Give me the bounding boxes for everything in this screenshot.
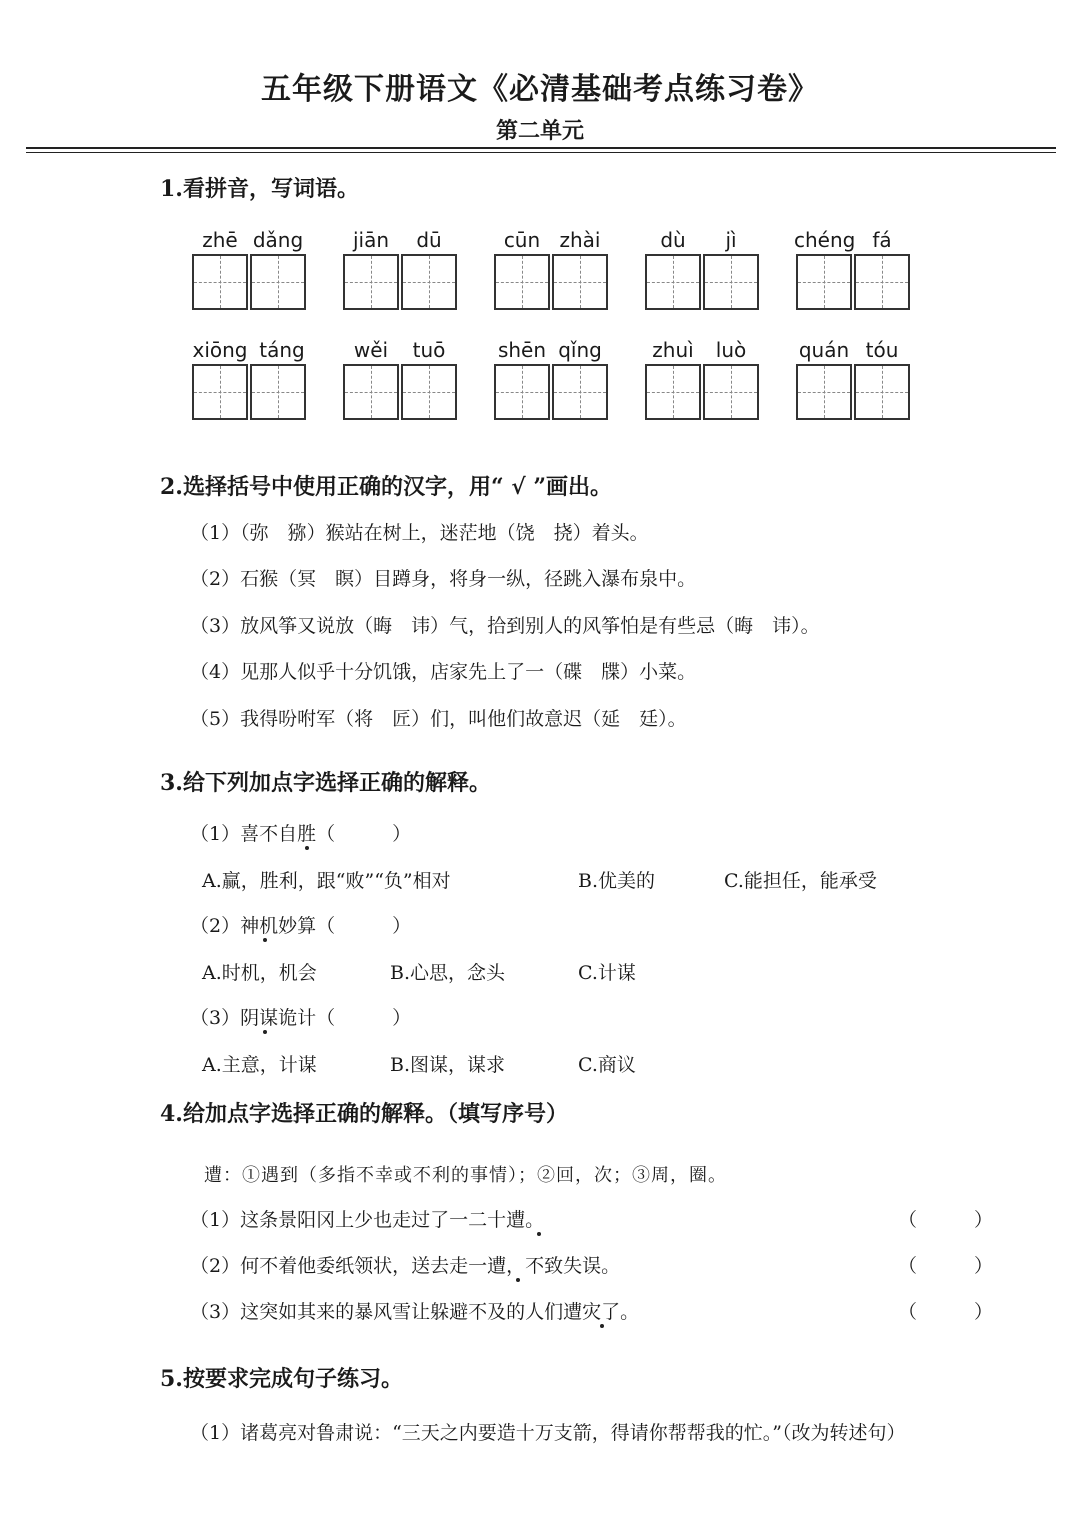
question-2-item: （5）我得吩咐军（将 匠）们，叫他们故意迟（延 廷）。	[190, 708, 687, 730]
question-2-item: （3）放风筝又说放（晦 讳）气，拾到别人的风筝怕是有些忌（晦 讳）。	[190, 615, 820, 637]
emphasis-dot	[305, 846, 309, 850]
pinyin-syllable: quán	[798, 338, 850, 362]
title-divider-thin	[26, 152, 1056, 153]
pinyin-syllable: zhài	[559, 228, 601, 252]
question-4-item: （2）何不着他委纸领状，送去走一遭，不致失误。	[190, 1255, 621, 1277]
question-2-item: （4）见那人似乎十分饥饿，店家先上了一（碟 牒）小菜。	[190, 661, 697, 683]
pinyin-syllable: xiōng	[192, 338, 248, 362]
writing-box[interactable]	[703, 364, 759, 420]
writing-box[interactable]	[343, 254, 399, 310]
writing-box[interactable]	[401, 254, 457, 310]
writing-box[interactable]	[401, 364, 457, 420]
page-subtitle: 第二单元	[495, 118, 584, 144]
emphasis-dot	[600, 1324, 604, 1328]
pinyin-syllable: táng	[259, 338, 305, 362]
writing-box[interactable]	[250, 254, 306, 310]
question-4-item: （3）这突如其来的暴风雪让躲避不及的人们遭灾了。	[190, 1301, 640, 1323]
question-4-definition: 遭：①遇到（多指不幸或不利的事情）；②回，次；③周，圈。	[204, 1165, 727, 1186]
question-3-option: A.赢，胜利，跟“败”“负”相对	[202, 870, 451, 892]
pinyin-syllable: tuō	[412, 338, 446, 362]
pinyin-syllable: jì	[725, 228, 737, 252]
writing-box[interactable]	[703, 254, 759, 310]
writing-box[interactable]	[192, 364, 248, 420]
writing-box[interactable]	[494, 364, 550, 420]
writing-box[interactable]	[250, 364, 306, 420]
question-2-item: （1）（弥 猕）猴站在树上，迷茫地（饶 挠）着头。	[190, 522, 649, 544]
writing-box[interactable]	[796, 364, 852, 420]
question-3-option: B.心思，念头	[390, 962, 506, 984]
question-3-option: B.优美的	[578, 870, 656, 892]
question-4-title: 4.给加点字选择正确的解释。（填写序号）	[160, 1101, 568, 1127]
question-3-option: B.图谋，谋求	[390, 1054, 506, 1076]
pinyin-syllable: chéng	[794, 228, 856, 252]
question-3-title: 3.给下列加点字选择正确的解释。	[160, 770, 491, 796]
question-1-title: 1.看拼音，写词语。	[160, 176, 359, 202]
writing-box[interactable]	[645, 364, 701, 420]
question-5-item: （1）诸葛亮对鲁肃说：“三天之内要造十万支箭，得请你帮帮我的忙。”（改为转述句）	[190, 1422, 906, 1444]
emphasis-dot	[263, 938, 267, 942]
question-3-option: C.能担任，能承受	[724, 870, 877, 892]
writing-box[interactable]	[494, 254, 550, 310]
answer-parentheses[interactable]: （ ）	[898, 1255, 994, 1277]
writing-box[interactable]	[343, 364, 399, 420]
emphasis-dot	[263, 1030, 267, 1034]
pinyin-syllable: fá	[872, 228, 892, 252]
question-2-title: 2.选择括号中使用正确的汉字，用“ √ ”画出。	[160, 474, 613, 500]
page-title: 五年级下册语文《必清基础考点练习卷》	[261, 72, 819, 107]
question-3-option: A.时机，机会	[202, 962, 317, 984]
question-2-item: （2）石猴（冥 瞑）目蹲身，将身一纵，径跳入瀑布泉中。	[190, 568, 697, 590]
question-3-option: A.主意，计谋	[202, 1054, 317, 1076]
question-3-stem: （3）阴谋诡计（ ）	[190, 1007, 412, 1029]
pinyin-syllable: luò	[715, 338, 747, 362]
question-3-stem: （1）喜不自胜（ ）	[190, 823, 412, 845]
question-4-item: （1）这条景阳冈上少也走过了一二十遭。	[190, 1209, 545, 1231]
writing-box[interactable]	[796, 254, 852, 310]
question-3-stem: （2）神机妙算（ ）	[190, 915, 412, 937]
writing-box[interactable]	[645, 254, 701, 310]
emphasis-dot	[537, 1232, 541, 1236]
pinyin-syllable: qǐng	[558, 338, 602, 362]
emphasis-dot	[516, 1278, 520, 1282]
answer-parentheses[interactable]: （ ）	[898, 1209, 994, 1231]
writing-box[interactable]	[192, 254, 248, 310]
pinyin-syllable: dǎng	[252, 228, 304, 252]
pinyin-syllable: dū	[416, 228, 442, 252]
question-3-option: C.商议	[578, 1054, 636, 1076]
writing-box[interactable]	[552, 254, 608, 310]
pinyin-syllable: zhuì	[652, 338, 694, 362]
question-3-option: C.计谋	[578, 962, 636, 984]
question-5-title: 5.按要求完成句子练习。	[160, 1366, 403, 1392]
pinyin-syllable: tóu	[865, 338, 899, 362]
writing-box[interactable]	[854, 254, 910, 310]
pinyin-syllable: wěi	[353, 338, 389, 362]
writing-box[interactable]	[854, 364, 910, 420]
pinyin-syllable: shēn	[497, 338, 547, 362]
pinyin-syllable: zhē	[202, 228, 238, 252]
writing-box[interactable]	[552, 364, 608, 420]
pinyin-syllable: dù	[660, 228, 686, 252]
pinyin-syllable: cūn	[503, 228, 541, 252]
pinyin-syllable: jiān	[352, 228, 390, 252]
title-divider-thick	[26, 147, 1056, 149]
answer-parentheses[interactable]: （ ）	[898, 1301, 994, 1323]
